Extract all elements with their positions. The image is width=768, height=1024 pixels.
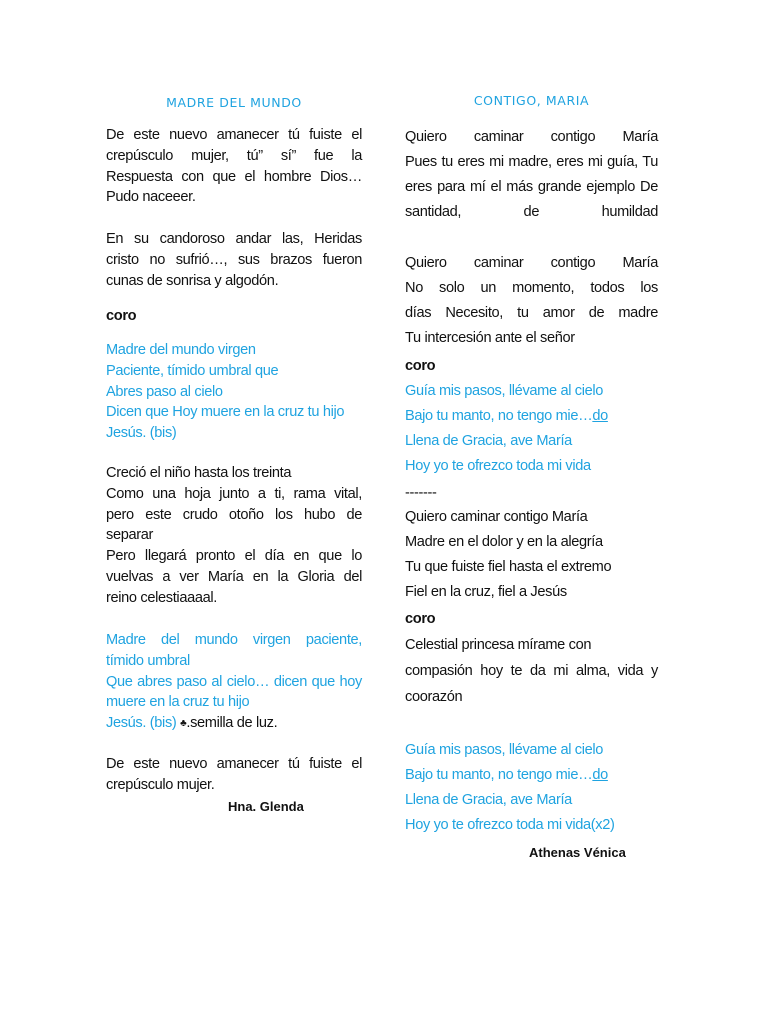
lyric-line: muere en la cruz tu hijo bbox=[106, 694, 250, 711]
lyric-line: coorazón bbox=[405, 689, 463, 705]
lyric-line: pero este crudo otoño los hubo de bbox=[106, 506, 362, 523]
lyric-line: Hoy yo te ofrezco toda mi vida bbox=[405, 458, 591, 475]
lyric-line-underlined bbox=[405, 763, 658, 788]
separator-dashes: ------- bbox=[405, 485, 437, 501]
chorus-2 bbox=[106, 630, 362, 735]
lyric-line: Hoy yo te ofrezco toda mi vida(x2) bbox=[405, 817, 615, 834]
stanza-1 bbox=[106, 125, 362, 208]
lyric-text: Bajo tu manto, no tengo mie… bbox=[405, 767, 593, 784]
lyric-line: Madre en el dolor y en la alegría bbox=[405, 534, 603, 551]
stanza-2 bbox=[106, 229, 362, 291]
chorus-1 bbox=[106, 340, 362, 444]
lyric-line: Paciente, tímido umbral que bbox=[106, 362, 279, 379]
lyric-line: Creció el niño hasta los treinta bbox=[106, 465, 292, 481]
separator bbox=[405, 482, 658, 504]
lyric-line: Pero llegará pronto el día en que lo bbox=[106, 548, 362, 565]
stanza-2 bbox=[405, 251, 658, 351]
lyric-line: Dicen que Hoy muere en la cruz tu hijo bbox=[106, 404, 345, 421]
lyric-text: Bajo tu manto, no tengo mie… bbox=[405, 408, 593, 425]
lyric-line: Pues tu eres mi madre, eres mi guía, Tu bbox=[405, 154, 658, 171]
lyric-tail: .semilla de luz. bbox=[186, 715, 278, 732]
song-title: CONTIGO, MARIA bbox=[473, 93, 590, 108]
lyric-line: Abres paso al cielo bbox=[106, 383, 223, 400]
lyric-line: santidad, de humildad bbox=[405, 204, 658, 221]
lyric-line: vuelvas a ver María en la Gloria del bbox=[106, 568, 362, 585]
chorus-1 bbox=[405, 379, 658, 479]
lyric-line: Quiero caminar contigo María bbox=[405, 509, 588, 525]
lyric-text: Jesús. (bis) bbox=[106, 715, 177, 732]
lyric-line: crepúsculo mujer, tú” sí” fue la bbox=[106, 147, 362, 164]
lyric-line: eres para mí el más grande ejemplo De bbox=[405, 179, 658, 196]
lyric-line: Respuesta con que el hombre Dios… bbox=[106, 168, 362, 185]
lyric-line: Madre del mundo virgen bbox=[106, 342, 256, 358]
stanza-1 bbox=[405, 125, 658, 225]
lyric-line: crepúsculo mujer. bbox=[106, 776, 215, 793]
coro-label bbox=[405, 355, 658, 377]
lyric-line: Celestial princesa mírame con bbox=[405, 637, 592, 653]
lyric-line: Como una hoja junto a ti, rama vital, bbox=[106, 485, 362, 502]
stanza-4 bbox=[405, 632, 658, 710]
stanza-3 bbox=[106, 463, 362, 609]
lyric-line: Llena de Gracia, ave María bbox=[405, 433, 572, 450]
coro-label bbox=[106, 306, 362, 327]
lyric-line: Guía mis pasos, llévame al cielo bbox=[405, 383, 604, 399]
song-title: MADRE DEL MUNDO bbox=[166, 95, 302, 110]
underlined-syllable: do bbox=[592, 767, 608, 784]
stanza-3 bbox=[405, 505, 658, 605]
lyric-line: De este nuevo amanecer tú fuiste el bbox=[106, 756, 362, 772]
author-signature: Hna. Glenda bbox=[228, 799, 304, 814]
lyric-line: Llena de Gracia, ave María bbox=[405, 792, 572, 809]
lyric-line: Tu que fuiste fiel hasta el extremo bbox=[405, 559, 612, 576]
lyric-line: tímido umbral bbox=[106, 652, 190, 669]
lyric-line: reino celestiaaaal. bbox=[106, 589, 217, 606]
chorus-2 bbox=[405, 738, 658, 838]
lyric-line: En su candoroso andar las, Heridas bbox=[106, 231, 362, 247]
lyric-line: De este nuevo amanecer tú fuiste el bbox=[106, 127, 362, 143]
lyric-line-final bbox=[106, 713, 362, 735]
lyric-line: cunas de sonrisa y algodón. bbox=[106, 272, 279, 289]
coro-label bbox=[405, 608, 658, 630]
coro-label-text: coro bbox=[106, 308, 137, 324]
lyric-line: Jesús. (bis) bbox=[106, 425, 177, 442]
stanza-4 bbox=[106, 754, 362, 796]
lyric-line: Tu intercesión ante el señor bbox=[405, 330, 575, 347]
underlined-syllable: do bbox=[592, 408, 608, 425]
lyric-line: compasión hoy te da mi alma, vida y bbox=[405, 663, 658, 679]
lyric-line: separar bbox=[106, 527, 154, 544]
author-signature: Athenas Vénica bbox=[529, 845, 626, 860]
club-bullet-icon: ♣ bbox=[180, 718, 187, 730]
lyric-line: días Necesito, tu amor de madre bbox=[405, 305, 658, 322]
lyric-line: Pudo naceeer. bbox=[106, 189, 196, 206]
lyric-line: Que abres paso al cielo… dicen que hoy bbox=[106, 673, 362, 690]
lyric-line-underlined bbox=[405, 404, 658, 429]
lyric-line: cristo no sufrió…, sus brazos fueron bbox=[106, 251, 362, 268]
lyric-line: Guía mis pasos, llévame al cielo bbox=[405, 742, 604, 758]
coro-label-text: coro bbox=[405, 358, 436, 374]
lyric-line: Quiero caminar contigo María bbox=[405, 255, 658, 271]
lyric-line: Quiero caminar contigo María bbox=[405, 129, 658, 145]
lyric-line: Fiel en la cruz, fiel a Jesús bbox=[405, 584, 567, 601]
lyric-line: Madre del mundo virgen paciente, bbox=[106, 632, 362, 648]
coro-label-text: coro bbox=[405, 611, 436, 627]
lyric-line: No solo un momento, todos los bbox=[405, 280, 658, 297]
